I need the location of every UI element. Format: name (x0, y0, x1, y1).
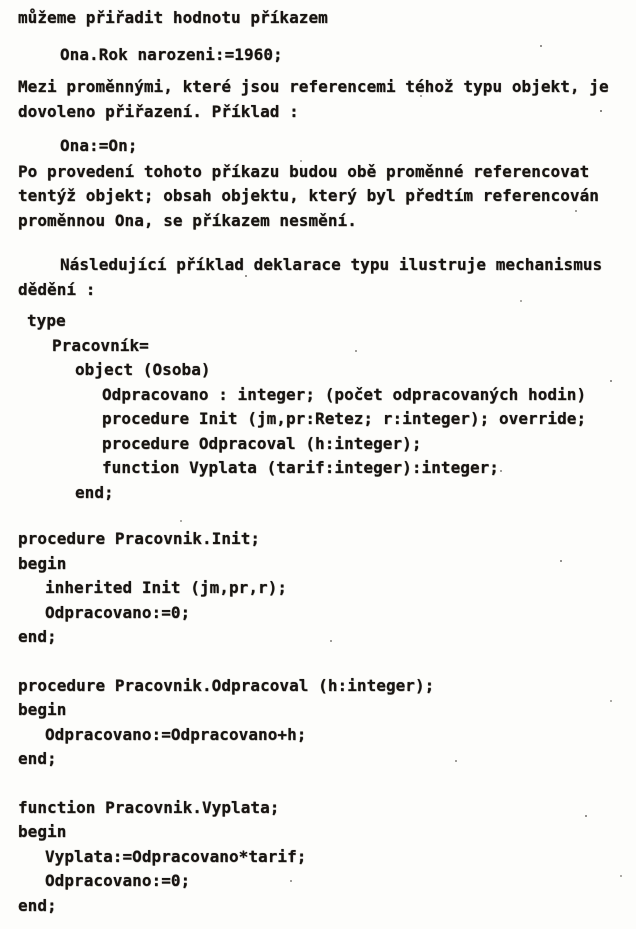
text-line: Po provedení tohoto příkazu budou obě proměnné referencovat (18, 161, 590, 181)
text-line: procedure Init (jm,pr:Retez; r:integer); override; (102, 409, 587, 428)
text-line: tentýž objekt; obsah objektu, který byl předtím referencován (18, 186, 599, 205)
text-line: Pracovník= (52, 335, 149, 355)
text-line: proměnnou Ona, se příkazem nesmění. (18, 210, 357, 230)
text-line: end; (75, 482, 114, 502)
text-line: function Vyplata (tarif:integer):integer; (102, 458, 499, 477)
text-line: inherited Init (jm,pr,r); (45, 578, 288, 597)
text-line: Vyplata:=Odpracovano*tarif; (45, 846, 307, 866)
text-line: begin (18, 553, 67, 573)
text-line: procedure Pracovnik.Odpracoval (h:integer); (18, 675, 435, 695)
document-body (18, 6, 632, 918)
text-line: end; (18, 749, 57, 768)
text-line: type (27, 311, 66, 330)
text-line: function Pracovnik.Vyplata; (18, 797, 280, 817)
scan-noise-speckles (0, 0, 2, 2)
text-line: Následující příklad deklarace typu ilustruje mechanismus (60, 255, 603, 274)
text-line: Mezi proměnnými, které jsou referencemi téhož typu objekt, je (18, 77, 609, 96)
text-line: object (Osoba) (75, 360, 211, 379)
text-line: begin (18, 822, 67, 841)
text-line: Odpracovano:=Odpracovano+h; (45, 724, 307, 744)
text-line: Odpracovano:=0; (45, 602, 191, 622)
text-line: Ona.Rok narozeni:=1960; (60, 44, 283, 64)
text-line: procedure Odpracoval (h:integer); (102, 433, 422, 453)
text-line: Odpracovano : integer; (počet odpracovaných hodin) (102, 384, 587, 404)
text-line: end; (18, 895, 57, 915)
text-line: dovoleno přiřazení. Příklad : (18, 101, 299, 121)
text-line: begin (18, 700, 67, 719)
text-line: můžeme přiřadit hodnotu příkazem (18, 8, 328, 27)
text-line: procedure Pracovnik.Init; (18, 529, 261, 548)
text-line: dědění : (18, 279, 96, 299)
text-line: end; (18, 627, 57, 646)
text-line: Ona:=On; (60, 136, 138, 155)
text-line: Odpracovano:=0; (45, 871, 191, 890)
